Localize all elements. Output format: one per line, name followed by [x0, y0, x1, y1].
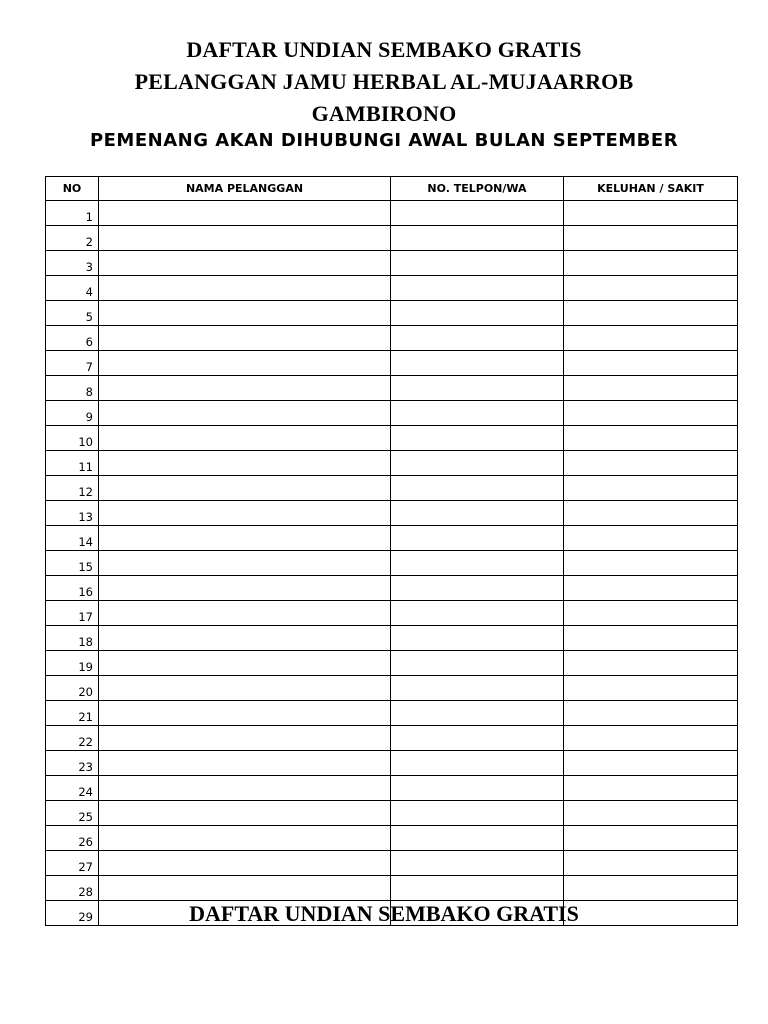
nama-pelanggan-cell [99, 526, 391, 551]
no-telpon-cell [391, 301, 564, 326]
row-number-cell: 16 [46, 576, 99, 601]
keluhan-cell [564, 601, 738, 626]
keluhan-cell [564, 826, 738, 851]
nama-pelanggan-cell [99, 651, 391, 676]
table-body [46, 201, 738, 926]
keluhan-cell [564, 426, 738, 451]
nama-pelanggan-cell [99, 451, 391, 476]
keluhan-cell [564, 876, 738, 901]
nama-pelanggan-cell [99, 201, 391, 226]
nama-pelanggan-cell [99, 551, 391, 576]
row-number-cell: 2 [46, 226, 99, 251]
table-row [46, 501, 738, 526]
row-number-cell: 8 [46, 376, 99, 401]
keluhan-cell [564, 776, 738, 801]
nama-pelanggan-cell [99, 326, 391, 351]
keluhan-cell [564, 551, 738, 576]
document-title-line-3: GAMBIRONO [311, 101, 457, 126]
nama-pelanggan-cell [99, 226, 391, 251]
keluhan-cell [564, 226, 738, 251]
keluhan-cell [564, 201, 738, 226]
table-row [46, 701, 738, 726]
table-row [46, 826, 738, 851]
table-row [46, 601, 738, 626]
table-row [46, 376, 738, 401]
registration-table [45, 176, 738, 926]
no-telpon-cell [391, 801, 564, 826]
table-row [46, 526, 738, 551]
no-telpon-cell [391, 826, 564, 851]
keluhan-cell [564, 751, 738, 776]
keluhan-cell [564, 651, 738, 676]
table-header-row [46, 177, 738, 201]
keluhan-cell [564, 501, 738, 526]
no-telpon-cell [391, 476, 564, 501]
keluhan-cell [564, 401, 738, 426]
row-number-cell: 4 [46, 276, 99, 301]
no-telpon-cell [391, 726, 564, 751]
no-telpon-cell [391, 526, 564, 551]
row-number-cell: 9 [46, 401, 99, 426]
table-row [46, 476, 738, 501]
nama-pelanggan-cell [99, 801, 391, 826]
table-row [46, 676, 738, 701]
column-header-no-telpon: NO. TELPON/WA [391, 177, 564, 201]
no-telpon-cell [391, 551, 564, 576]
table-row [46, 851, 738, 876]
no-telpon-cell [391, 351, 564, 376]
no-telpon-cell [391, 501, 564, 526]
no-telpon-cell [391, 576, 564, 601]
no-telpon-cell [391, 276, 564, 301]
document-title-line-2: PELANGGAN JAMU HERBAL AL-MUJAARROB [134, 69, 634, 94]
no-telpon-cell [391, 201, 564, 226]
table-row [46, 626, 738, 651]
table-row [46, 276, 738, 301]
keluhan-cell [564, 451, 738, 476]
keluhan-cell [564, 526, 738, 551]
no-telpon-cell [391, 226, 564, 251]
nama-pelanggan-cell [99, 251, 391, 276]
keluhan-cell [564, 351, 738, 376]
keluhan-cell [564, 576, 738, 601]
keluhan-cell [564, 701, 738, 726]
no-telpon-cell [391, 776, 564, 801]
no-telpon-cell [391, 751, 564, 776]
column-header-keluhan: KELUHAN / SAKIT [564, 177, 738, 201]
row-number-cell: 15 [46, 551, 99, 576]
table-row [46, 401, 738, 426]
keluhan-cell [564, 251, 738, 276]
nama-pelanggan-cell [99, 501, 391, 526]
table-row [46, 801, 738, 826]
keluhan-cell [564, 301, 738, 326]
no-telpon-cell [391, 851, 564, 876]
keluhan-cell [564, 326, 738, 351]
row-number-cell: 10 [46, 426, 99, 451]
row-number-cell: 17 [46, 601, 99, 626]
no-telpon-cell [391, 376, 564, 401]
nama-pelanggan-cell [99, 476, 391, 501]
row-number-cell: 26 [46, 826, 99, 851]
keluhan-cell [564, 676, 738, 701]
table-row [46, 876, 738, 901]
table-row [46, 776, 738, 801]
nama-pelanggan-cell [99, 376, 391, 401]
row-number-cell: 22 [46, 726, 99, 751]
row-number-cell: 6 [46, 326, 99, 351]
no-telpon-cell [391, 326, 564, 351]
nama-pelanggan-cell [99, 351, 391, 376]
nama-pelanggan-cell [99, 426, 391, 451]
row-number-cell: 3 [46, 251, 99, 276]
no-telpon-cell [391, 601, 564, 626]
nama-pelanggan-cell [99, 626, 391, 651]
row-number-cell: 12 [46, 476, 99, 501]
document-subtitle: PEMENANG AKAN DIHUBUNGI AWAL BULAN SEPTEMBER [89, 130, 679, 151]
table-row [46, 426, 738, 451]
row-number-cell: 11 [46, 451, 99, 476]
table-row [46, 651, 738, 676]
no-telpon-cell [391, 426, 564, 451]
table-row [46, 326, 738, 351]
nama-pelanggan-cell [99, 576, 391, 601]
table-row [46, 351, 738, 376]
table-row [46, 201, 738, 226]
table-row [46, 251, 738, 276]
table-row [46, 301, 738, 326]
nama-pelanggan-cell [99, 276, 391, 301]
row-number-cell: 20 [46, 676, 99, 701]
row-number-cell: 28 [46, 876, 99, 901]
no-telpon-cell [391, 676, 564, 701]
nama-pelanggan-cell [99, 851, 391, 876]
row-number-cell: 7 [46, 351, 99, 376]
table-row [46, 576, 738, 601]
nama-pelanggan-cell [99, 876, 391, 901]
row-number-cell: 5 [46, 301, 99, 326]
row-number-cell: 18 [46, 626, 99, 651]
nama-pelanggan-cell [99, 601, 391, 626]
no-telpon-cell [391, 651, 564, 676]
table-row [46, 726, 738, 751]
keluhan-cell [564, 626, 738, 651]
nama-pelanggan-cell [99, 676, 391, 701]
row-number-cell: 29 [46, 901, 99, 926]
row-number-cell: 13 [46, 501, 99, 526]
document-header [0, 34, 768, 154]
no-telpon-cell [391, 451, 564, 476]
row-number-cell: 14 [46, 526, 99, 551]
nama-pelanggan-cell [99, 776, 391, 801]
no-telpon-cell [391, 876, 564, 901]
column-header-no: NO [46, 177, 99, 201]
nama-pelanggan-cell [99, 401, 391, 426]
table-row [46, 226, 738, 251]
document-title-line-1: DAFTAR UNDIAN SEMBAKO GRATIS [186, 37, 582, 62]
row-number-cell: 24 [46, 776, 99, 801]
keluhan-cell [564, 476, 738, 501]
nama-pelanggan-cell [99, 701, 391, 726]
keluhan-cell [564, 376, 738, 401]
nama-pelanggan-cell [99, 751, 391, 776]
no-telpon-cell [391, 401, 564, 426]
table-row [46, 751, 738, 776]
row-number-cell: 21 [46, 701, 99, 726]
keluhan-cell [564, 851, 738, 876]
nama-pelanggan-cell [99, 726, 391, 751]
column-header-nama-pelanggan: NAMA PELANGGAN [99, 177, 391, 201]
nama-pelanggan-cell [99, 826, 391, 851]
footer-title: DAFTAR UNDIAN SEMBAKO GRATIS [189, 901, 579, 926]
no-telpon-cell [391, 701, 564, 726]
row-number-cell: 27 [46, 851, 99, 876]
keluhan-cell [564, 801, 738, 826]
table-row [46, 451, 738, 476]
row-number-cell: 23 [46, 751, 99, 776]
row-number-cell: 25 [46, 801, 99, 826]
no-telpon-cell [391, 251, 564, 276]
nama-pelanggan-cell [99, 301, 391, 326]
keluhan-cell [564, 726, 738, 751]
table-row [46, 551, 738, 576]
no-telpon-cell [391, 626, 564, 651]
row-number-cell: 19 [46, 651, 99, 676]
row-number-cell: 1 [46, 201, 99, 226]
keluhan-cell [564, 276, 738, 301]
